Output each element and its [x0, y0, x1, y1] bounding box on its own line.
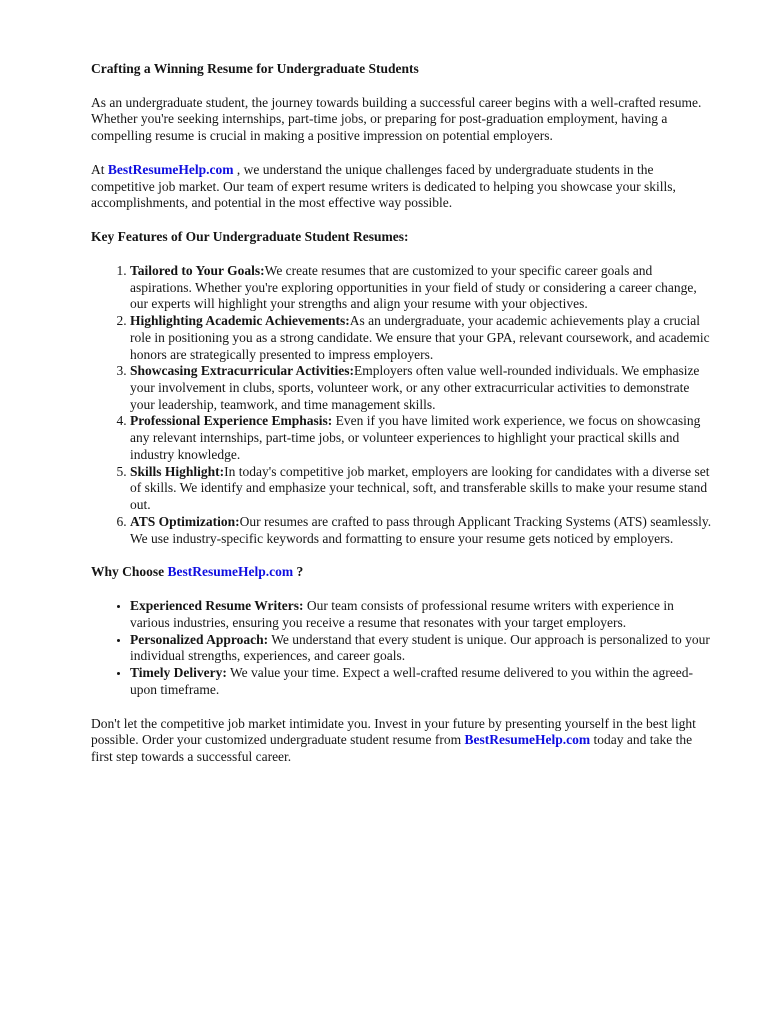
feature-label: ATS Optimization:: [130, 513, 240, 529]
reason-text: We understand that every student is unique. Our approach is personalized to your individual strengths, experiences, and career goals.: [130, 631, 710, 664]
feature-text: As an undergraduate, your academic achievements play a crucial role in positioning you as a strong candidate. We ensure that your GPA, relevant coursework, and academic honors are strategically presented to impress employers.: [130, 313, 710, 362]
feature-item-skills-highlight: [130, 464, 713, 514]
feature-text: In today's competitive job market, employers are looking for candidates with a diverse set of skills. We identify and emphasize your technical, soft, and transferable skills to make your resume stand out.: [130, 463, 710, 513]
brand-link[interactable]: BestResumeHelp.com: [464, 732, 591, 748]
feature-item-professional-experience: [130, 413, 713, 463]
feature-text: We create resumes that are customized to your specific career goals and aspirations. Whether you're exploring opportunities in your field of study or considering a career change, our experts will highlight your strengths and align your resume with your objectives.: [130, 262, 697, 312]
feature-label: Tailored to Your Goals:: [130, 262, 265, 278]
reason-item-experienced-writers: [130, 598, 713, 631]
feature-text: Our resumes are crafted to pass through Applicant Tracking Systems (ATS) seamlessly. We use industry-specific keywords and formatting to ensure your resume gets noticed by employers.: [130, 513, 712, 546]
reason-label: Personalized Approach:: [130, 631, 269, 647]
why-choose-pre: Why Choose: [91, 564, 168, 580]
features-list: [91, 263, 713, 547]
features-heading: Key Features of Our Undergraduate Student Resumes:: [91, 229, 409, 245]
feature-label: Skills Highlight:: [130, 463, 225, 479]
about-paragraph-post: , we understand the unique challenges faced by undergraduate students in the competitive job market. Our team of expert resume writers is dedicated to helping you showcase your skills, accomplishments, and potential in the most effective way possible.: [91, 161, 676, 211]
feature-item-extracurricular: [130, 363, 713, 413]
intro-paragraph: As an undergraduate student, the journey towards building a successful career begins with a well-crafted resume. Whether you're seeking internships, part-time jobs, or preparing for post-graduation employment, having a compelling resume is crucial in making a positive impression on potential employers.: [91, 94, 702, 144]
feature-item-tailored-goals: [130, 263, 713, 313]
reason-text: Our team consists of professional resume writers with experience in various industries, ensuring you receive a resume that resonates with your target employers.: [130, 598, 674, 630]
feature-item-ats-optimization: [130, 514, 713, 547]
feature-text: Employers often value well-rounded individuals. We emphasize your involvement in clubs, sports, volunteer work, or any other extracurricular activities to demonstrate your leadership, teamwork, and time management skills.: [130, 363, 700, 412]
reason-label: Timely Delivery:: [130, 665, 227, 681]
about-paragraph-pre: At: [91, 161, 108, 177]
page-title: Crafting a Winning Resume for Undergraduate Students: [91, 61, 419, 76]
brand-link[interactable]: BestResumeHelp.com: [167, 564, 294, 580]
reason-item-timely-delivery: [130, 665, 713, 698]
feature-label: Showcasing Extracurricular Activities:: [130, 363, 354, 379]
about-paragraph: [91, 162, 713, 212]
closing-paragraph: [91, 716, 713, 766]
why-choose-heading: [91, 564, 713, 581]
brand-link[interactable]: BestResumeHelp.com: [107, 161, 234, 177]
why-choose-post: ?: [293, 564, 304, 580]
reason-item-personalized-approach: [130, 632, 713, 665]
reason-text: We value your time. Expect a well-crafted resume delivered to you within the agreed-upon timeframe.: [130, 665, 693, 697]
feature-item-academic-achievements: [130, 313, 713, 363]
feature-text: Even if you have limited work experience, we focus on showcasing any relevant internships, part-time jobs, or volunteer experiences to highlight your practical skills and industry knowledge.: [130, 413, 701, 462]
closing-paragraph-post: today and take the first step towards a successful career.: [91, 732, 693, 764]
feature-label: Professional Experience Emphasis:: [130, 413, 333, 429]
reason-label: Experienced Resume Writers:: [130, 598, 304, 614]
why-choose-list: [91, 598, 713, 698]
feature-label: Highlighting Academic Achievements:: [130, 313, 350, 329]
closing-paragraph-pre: Don't let the competitive job market intimidate you. Invest in your future by presenting yourself in the best light possible. Order your customized undergraduate student resume from: [91, 715, 696, 748]
